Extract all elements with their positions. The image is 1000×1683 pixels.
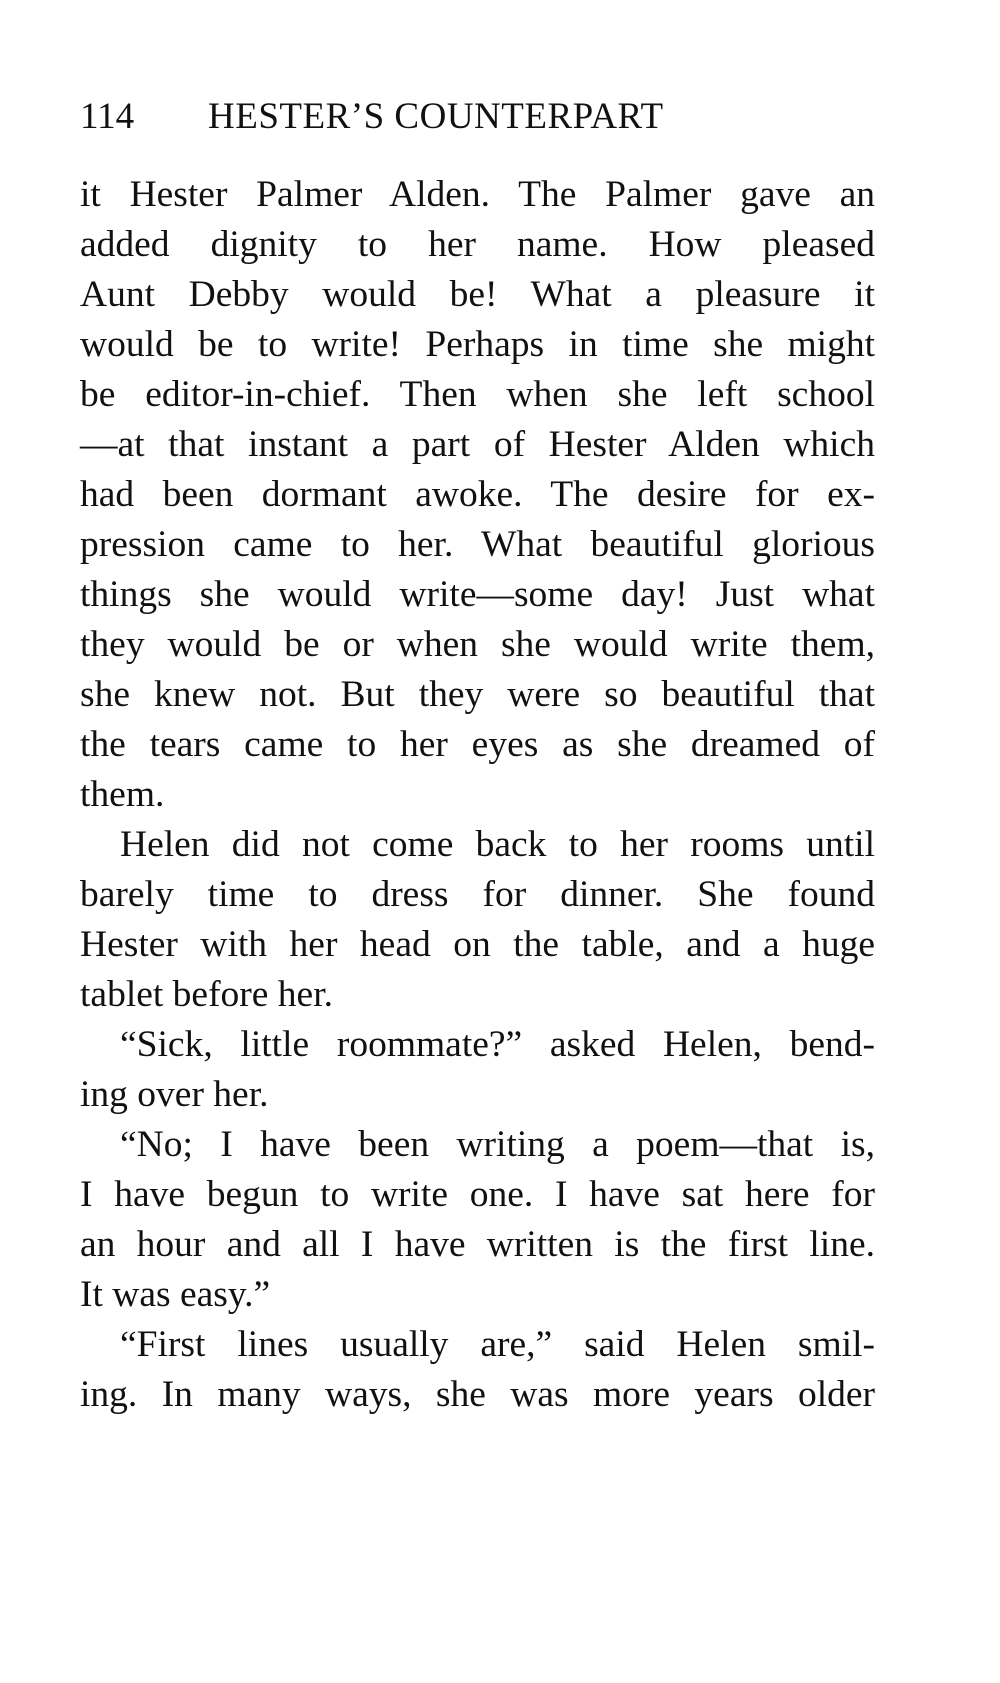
text-line: pression came to her. What beautiful glorious (80, 524, 875, 565)
text-line: I have begun to write one. I have sat here for (80, 1174, 875, 1215)
text-line: ing over her. (80, 1074, 269, 1115)
body-text (80, 170, 875, 1420)
running-title: HESTER’S COUNTERPART (208, 96, 664, 137)
text-line: the tears came to her eyes as she dreamed of (80, 724, 875, 765)
text-line: an hour and all I have written is the first line. (80, 1224, 875, 1265)
text-line: would be to write! Perhaps in time she might (80, 324, 875, 365)
text-line: barely time to dress for dinner. She found (80, 874, 875, 915)
text-line: be editor-in-chief. Then when she left school (80, 374, 875, 415)
page-number: 114 (80, 96, 135, 137)
text-line: added dignity to her name. How pleased (80, 224, 875, 265)
text-line: ing. In many ways, she was more years older (80, 1374, 875, 1415)
text-line: had been dormant awoke. The desire for ex- (80, 474, 875, 515)
text-line: things she would write—some day! Just what (80, 574, 875, 615)
text-line: “First lines usually are,” said Helen smil- (120, 1324, 875, 1365)
text-line: it Hester Palmer Alden. The Palmer gave an (80, 174, 875, 215)
text-line: Hester with her head on the table, and a huge (80, 924, 875, 965)
text-line: —at that instant a part of Hester Alden which (80, 424, 875, 465)
text-line: “No; I have been writing a poem—that is, (120, 1124, 875, 1165)
text-line: Aunt Debby would be! What a pleasure it (80, 274, 875, 315)
text-line: “Sick, little roommate?” asked Helen, bend- (120, 1024, 875, 1065)
text-line: tablet before her. (80, 974, 333, 1015)
text-line: she knew not. But they were so beautiful that (80, 674, 875, 715)
text-line: they would be or when she would write them, (80, 624, 875, 665)
book-page (80, 92, 875, 1420)
text-line: them. (80, 774, 165, 815)
text-line: Helen did not come back to her rooms until (120, 824, 875, 865)
running-head (80, 92, 875, 142)
text-line: It was easy.” (80, 1274, 271, 1315)
